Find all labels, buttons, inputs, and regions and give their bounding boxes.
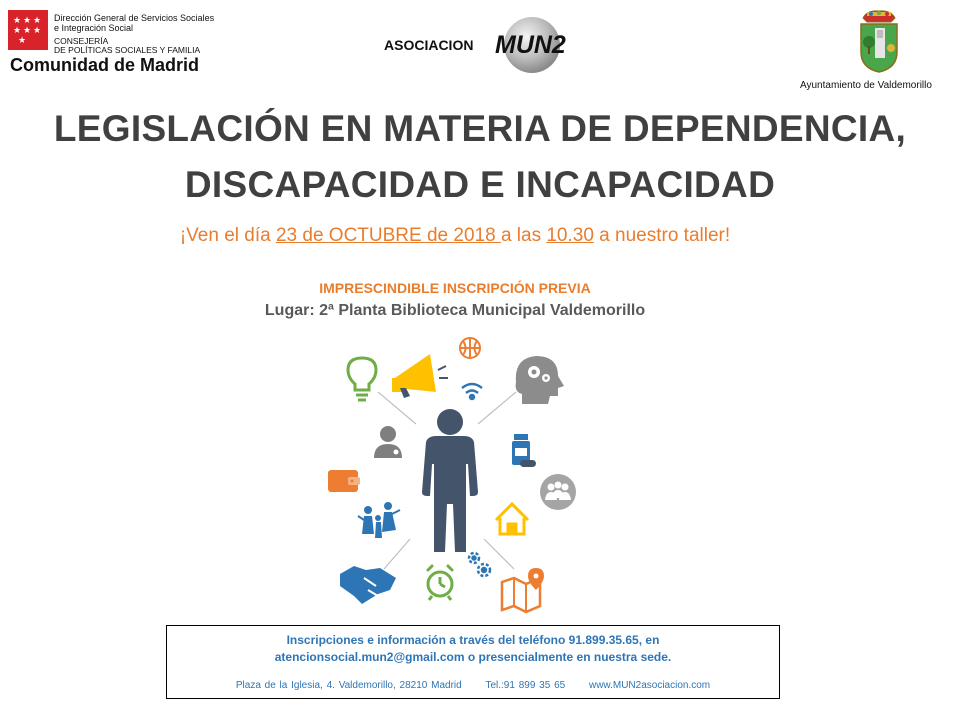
cam-name: Comunidad de Madrid bbox=[10, 55, 199, 75]
megaphone-icon bbox=[392, 354, 448, 398]
contact-address: Plaza de la Iglesia, 4. Valdemorillo, 28210 Madrid bbox=[235, 680, 462, 691]
announcement-part-2: a las bbox=[500, 225, 547, 246]
contact-line-2: atencionsocial.mun2@gmail.com o presencialmente en nuestra sede. bbox=[274, 650, 672, 664]
asociacion-label: ASOCIACION bbox=[384, 37, 474, 53]
doctor-icon bbox=[374, 426, 402, 458]
ayuntamiento-label: Ayuntamiento de Valdemorillo bbox=[800, 80, 932, 91]
handshake-icon bbox=[340, 566, 396, 604]
page-title-line-1: LEGISLACIÓN EN MATERIA DE DEPENDENCIA, bbox=[53, 108, 907, 149]
medication-icon bbox=[512, 434, 536, 467]
group-icon bbox=[540, 474, 576, 510]
contact-phone: Tel.:91 899 35 65 bbox=[485, 680, 566, 691]
contact-info-box bbox=[166, 625, 780, 699]
mun2-logo bbox=[494, 16, 574, 74]
wallet-icon bbox=[328, 470, 360, 492]
workshop-date: 23 de OCTUBRE de 2018 bbox=[275, 225, 501, 246]
comunidad-de-madrid-logo bbox=[8, 10, 258, 76]
contact-footer bbox=[167, 680, 779, 691]
announcement-part-1: ¡Ven el día bbox=[179, 225, 276, 246]
map-pin-icon bbox=[502, 568, 544, 612]
cam-consejeria-line: CONSEJERÍA bbox=[54, 36, 109, 46]
registration-note: IMPRESCINDIBLE INSCRIPCIÓN PREVIA bbox=[319, 280, 591, 296]
valdemorillo-crest-icon bbox=[855, 8, 903, 74]
wifi-icon bbox=[462, 384, 482, 399]
location-text: Lugar: 2ª Planta Biblioteca Municipal Valdemorillo bbox=[264, 302, 646, 319]
person-icon bbox=[422, 409, 478, 552]
madrid-flag-icon: ★ ★ ★ ★ ★ ★ ★ bbox=[8, 10, 48, 50]
brain-gears-icon bbox=[516, 356, 564, 404]
house-icon bbox=[496, 504, 528, 534]
cam-consejeria-line-2: DE POLÍTICAS SOCIALES Y FAMILIA bbox=[54, 45, 201, 55]
lightbulb-icon bbox=[348, 358, 376, 400]
workshop-time: 10.30 bbox=[546, 225, 594, 246]
alarm-clock-icon bbox=[428, 566, 452, 600]
contact-line-1: Inscripciones e información a través del teléfono 91.899.35.65, en bbox=[286, 633, 660, 647]
basketball-icon bbox=[460, 338, 480, 358]
family-icon bbox=[358, 502, 400, 538]
cam-directorate-line: Dirección General de Servicios Sociales bbox=[54, 13, 215, 23]
cam-directorate-line-2: e Integración Social bbox=[54, 23, 134, 33]
gears-icon bbox=[469, 553, 490, 576]
social-services-infographic bbox=[318, 334, 608, 614]
contact-web-link[interactable]: www.MUN2asociacion.com bbox=[588, 680, 711, 691]
workshop-announcement bbox=[0, 225, 910, 247]
page-title-line-2: DISCAPACIDAD E INCAPACIDAD bbox=[184, 164, 776, 205]
mun2-brand-text: MUN2 bbox=[495, 31, 566, 59]
announcement-part-3: a nuestro taller! bbox=[593, 225, 731, 246]
